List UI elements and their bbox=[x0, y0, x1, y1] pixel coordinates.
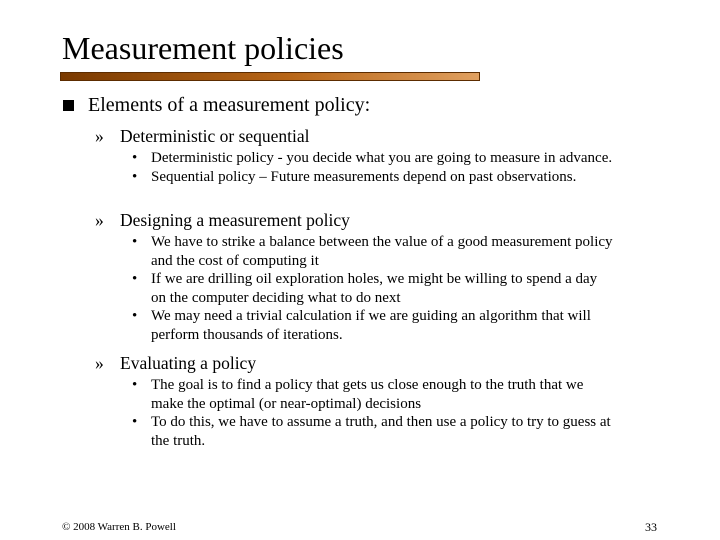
bullet-dot-icon: • bbox=[132, 377, 138, 393]
list-item-text: If we are drilling oil exploration holes, we might be willing to spend a day on the computer deciding what to do next bbox=[151, 271, 598, 306]
bullet-dot-icon: • bbox=[132, 308, 138, 325]
list-item bbox=[95, 149, 615, 168]
section-designing-a-measurement-policy bbox=[95, 208, 615, 345]
list-item-text: To do this, we have to assume a truth, and then use a policy to try to guess at the truth. bbox=[151, 414, 611, 449]
list-item-text: Sequential policy – Future measurements depend on past observations. bbox=[151, 168, 577, 185]
list-item bbox=[95, 413, 615, 450]
section-heading-text: Deterministic or sequential bbox=[120, 126, 310, 146]
section-heading bbox=[95, 351, 615, 375]
section-heading bbox=[95, 208, 615, 232]
slide-title: Measurement policies bbox=[62, 30, 344, 66]
list-item-text: We may need a trivial calculation if we are guiding an algorithm that will perform thousands of iterations. bbox=[151, 308, 591, 343]
list-item bbox=[95, 376, 615, 413]
square-bullet-icon bbox=[63, 100, 74, 111]
section-heading-text: Evaluating a policy bbox=[120, 353, 257, 373]
chevron-marker-icon: » bbox=[95, 210, 104, 230]
section-evaluating-a-policy bbox=[95, 351, 615, 450]
bullet-dot-icon: • bbox=[132, 414, 138, 431]
list-item-text: The goal is to find a policy that gets us close enough to the truth that we make the optimal (or near-optimal) decisions bbox=[151, 377, 584, 412]
footer-copyright: © 2008 Warren B. Powell bbox=[62, 521, 176, 533]
chevron-marker-icon: » bbox=[95, 353, 104, 373]
bullet-dot-icon: • bbox=[132, 168, 138, 185]
list-item-text: We have to strike a balance between the value of a good measurement policy and the cost of computing it bbox=[151, 234, 613, 269]
title-underline-bar bbox=[60, 72, 480, 81]
bullet-dot-icon: • bbox=[132, 150, 138, 166]
list-item bbox=[95, 168, 615, 187]
page-number: 33 bbox=[645, 520, 657, 534]
main-bullet-text: Elements of a measurement policy: bbox=[88, 94, 371, 116]
bullet-dot-icon: • bbox=[132, 234, 138, 250]
bullet-dot-icon: • bbox=[132, 271, 138, 288]
list-item-text: Deterministic policy - you decide what you are going to measure in advance. bbox=[151, 150, 613, 166]
section-heading-text: Designing a measurement policy bbox=[120, 210, 350, 230]
section-heading bbox=[95, 124, 615, 148]
list-item bbox=[95, 307, 615, 344]
chevron-marker-icon: » bbox=[95, 126, 104, 146]
list-item bbox=[95, 233, 615, 270]
list-item bbox=[95, 270, 615, 307]
section-deterministic-or-sequential bbox=[95, 124, 615, 186]
